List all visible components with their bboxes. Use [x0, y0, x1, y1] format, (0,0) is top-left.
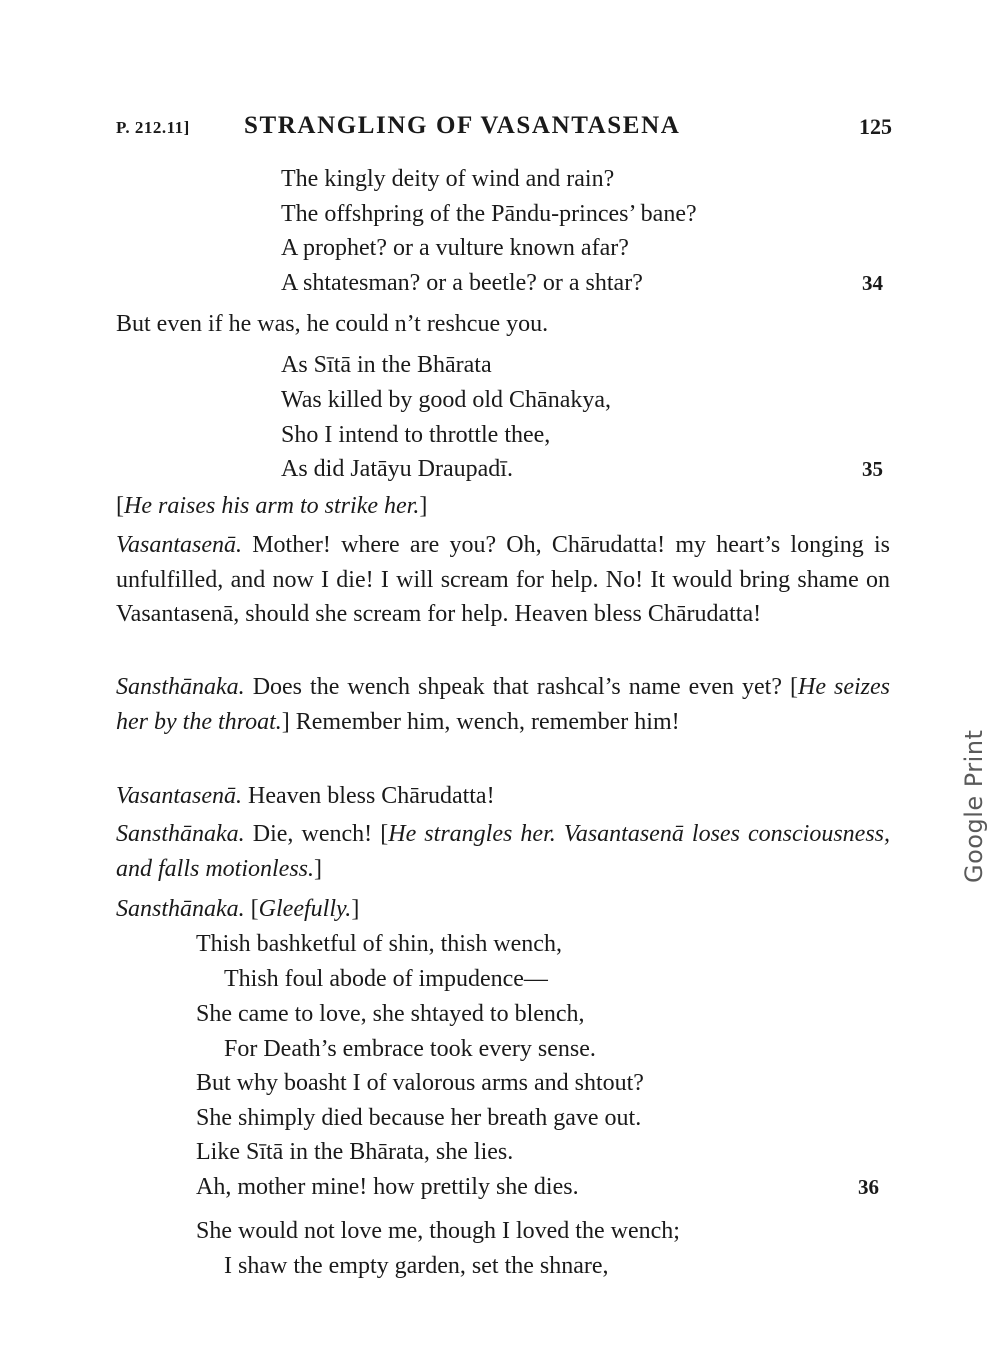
- verse-line: She shimply died because her breath gave out.: [196, 1105, 642, 1131]
- verse-number: 35: [862, 457, 883, 481]
- verse-line: Thish bashketful of shin, thish wench,: [196, 931, 562, 957]
- dialogue-text: Mother! where are you? Oh, Chārudatta! my heart’s longing is unfulfilled, and now I die! I will scream for help. No! It would bring shame on Vasantasenā, should she scream for help. Heaven bless Chārudatta!: [116, 532, 890, 627]
- verse-line: She would not love me, though I loved the wench;: [196, 1218, 680, 1244]
- speaker-name: Sansthānaka.: [116, 896, 245, 922]
- speaker-name: Sansthānaka.: [116, 821, 245, 847]
- speaker-name: Vasantasenā.: [116, 783, 242, 809]
- stage-direction: He seizes her by the throat.: [116, 674, 890, 735]
- speaker-name: Vasantasenā.: [116, 532, 242, 558]
- verse-line: A prophet? or a vulture known afar?: [281, 235, 629, 261]
- verse-line: As Sītā in the Bhārata: [281, 352, 492, 378]
- verse-line: But why boasht I of valorous arms and shtout?: [196, 1070, 644, 1096]
- verse-line: The kingly deity of wind and rain?: [281, 166, 615, 192]
- stage-direction: [He raises his arm to strike her.]: [116, 493, 428, 519]
- verse-line: Thish foul abode of impudence—: [224, 966, 548, 992]
- speaker-name: Sansthānaka.: [116, 674, 245, 700]
- verse-line: Like Sītā in the Bhārata, she lies.: [196, 1139, 514, 1165]
- verse-line: For Death’s embrace took every sense.: [224, 1036, 596, 1062]
- verse-line: I shaw the empty garden, set the shnare,: [224, 1253, 609, 1279]
- verse-line: A shtatesman? or a beetle? or a shtar?: [281, 270, 643, 296]
- dialogue-paragraph: Sansthānaka. [Gleefully.]: [116, 896, 360, 922]
- google-print-watermark: Google Print: [960, 729, 988, 883]
- page-number: 125: [859, 114, 892, 139]
- verse-line: Was killed by good old Chānakya,: [281, 387, 612, 413]
- verse-line: As did Jatāyu Draupadī.: [281, 456, 513, 482]
- chapter-title: STRANGLING OF VASANTASENA: [244, 112, 681, 139]
- verse-number: 36: [858, 1175, 879, 1199]
- prose-line: But even if he was, he could n’t reshcue you.: [116, 311, 549, 337]
- stage-direction: Gleefully.: [258, 896, 352, 922]
- verse-line: Ah, mother mine! how prettily she dies.: [196, 1174, 579, 1200]
- verse-number: 34: [862, 271, 883, 295]
- running-header: [116, 112, 892, 144]
- page-reference: P. 212.11]: [116, 118, 190, 137]
- verse-line: The offshpring of the Pāndu-princes’ bane?: [281, 201, 697, 227]
- stage-direction: He strangles her. Vasantasenā loses consciousness, and falls motionless.: [116, 821, 891, 882]
- dialogue-paragraph: Sansthānaka. Die, wench! [He strangles her. Vasantasenā loses consciousness, and falls motionless.]: [116, 821, 891, 882]
- verse-line: Sho I intend to throttle thee,: [281, 422, 551, 448]
- dialogue-paragraph: [116, 528, 890, 632]
- dialogue-paragraph: Sansthānaka. Does the wench shpeak that rashcal’s name even yet? [He seizes her by the throat.] Remember him, wench, remember him!: [116, 674, 890, 735]
- dialogue-paragraph: Vasantasenā. Heaven bless Chārudatta!: [116, 783, 495, 809]
- verse-line: She came to love, she shtayed to blench,: [196, 1001, 585, 1027]
